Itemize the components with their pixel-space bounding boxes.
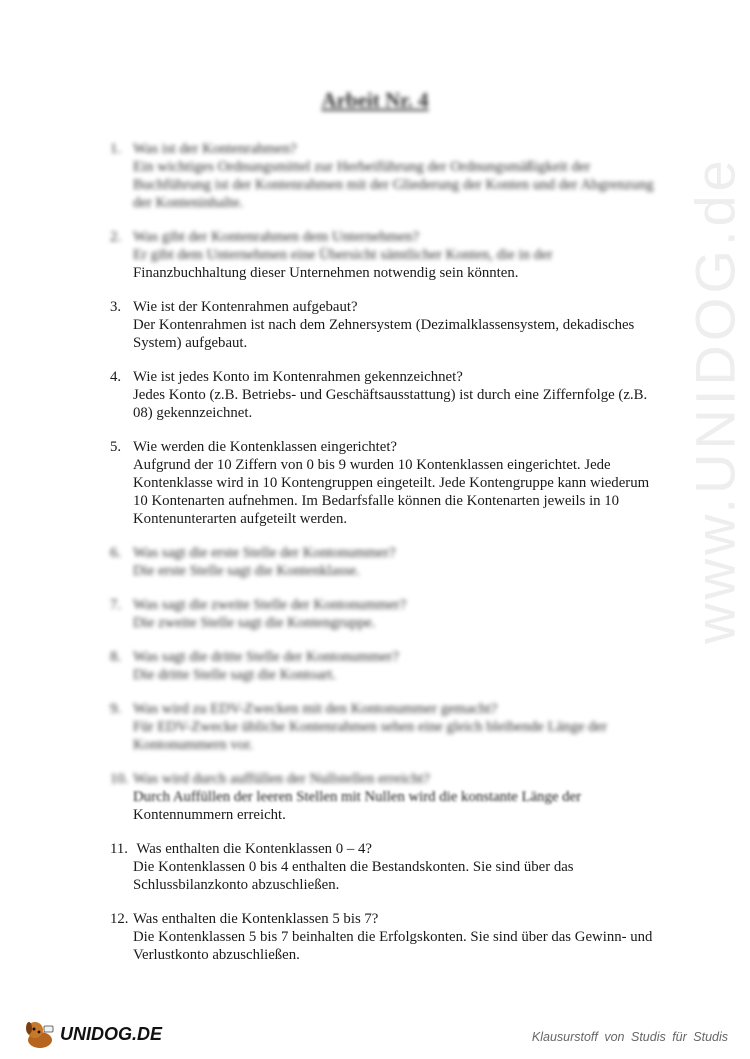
list-item	[110, 910, 655, 964]
watermark-text: www.UNIDOG.de	[683, 156, 747, 644]
answer-text: Die dritte Stelle sagt die Kontoart.	[133, 667, 336, 683]
item-number: 4.	[110, 369, 122, 385]
item-number: 3.	[110, 299, 122, 315]
item-number: 9.	[110, 701, 122, 717]
answer-text: Die Kontenklassen 0 bis 4 enthalten die Bestandskonten. Sie sind über das Schlussbilanzkonto abzuschließen.	[133, 859, 574, 893]
unidog-logo[interactable]	[22, 1018, 162, 1050]
question-text: Wie ist jedes Konto im Kontenrahmen gekennzeichnet?	[133, 369, 463, 385]
list-item	[110, 700, 655, 754]
question-text: Was gibt der Kontenrahmen dem Unternehmen?	[133, 229, 420, 245]
answer-text: Aufgrund der 10 Ziffern von 0 bis 9 wurden 10 Kontenklassen eingerichtet. Jede Kontenklasse wird in 10 Kontengruppen eingeteilt. Jede Kontengruppe kann wiederum 10 Kontenarten aufnehmen. Im Bedarfsfalle können die Kontenarten jeweils in 10 Kontenunterarten aufgeteilt werden.	[133, 457, 650, 527]
item-number: 11.	[110, 841, 128, 857]
list-item	[110, 596, 655, 632]
item-number: 2.	[110, 229, 122, 245]
question-text: Wie ist der Kontenrahmen aufgebaut?	[133, 299, 358, 315]
answer-text: Für EDV-Zwecke übliche Kontenrahmen sehen eine gleich bleibende Länge der Kontonummern vor.	[133, 719, 608, 753]
logo-text: UNIDOG.DE	[60, 1023, 163, 1044]
answer-text: Die zweite Stelle sagt die Kontengruppe.	[133, 615, 376, 631]
list-item	[110, 544, 655, 580]
answer-text: Die erste Stelle sagt die Kontenklasse.	[133, 563, 360, 579]
question-list	[110, 140, 655, 980]
item-number: 7.	[110, 597, 122, 613]
answer-text: Jedes Konto (z.B. Betriebs- und Geschäftsausstattung) ist durch eine Ziffernfolge (z.B. 08) gekennzeichnet.	[133, 387, 648, 421]
list-item	[110, 438, 655, 528]
item-number: 6.	[110, 545, 122, 561]
list-item	[110, 648, 655, 684]
item-number: 8.	[110, 649, 122, 665]
list-item	[110, 140, 655, 212]
list-item	[110, 840, 655, 894]
dog-mascot-icon	[22, 1018, 58, 1050]
answer-text-blurred: Er gibt dem Unternehmen eine Übersicht sämtlicher Konten, die in der	[133, 247, 553, 263]
answer-text: Die Kontenklassen 5 bis 7 beinhalten die Erfolgskonten. Sie sind über das Gewinn- und Verlustkonto abzuschließen.	[133, 929, 653, 963]
question-text: Was ist der Kontenrahmen?	[133, 141, 297, 157]
question-text: Was enthalten die Kontenklassen 5 bis 7?	[133, 911, 379, 927]
answer-text: Finanzbuchhaltung dieser Unternehmen notwendig sein könnten.	[133, 265, 519, 281]
footer-tagline: Klausurstoff von Studis für Studis	[531, 1030, 728, 1044]
item-number: 12.	[110, 911, 129, 927]
item-number: 5.	[110, 439, 122, 455]
question-text: Was sagt die erste Stelle der Kontonummer?	[133, 545, 396, 561]
answer-text: Kontennummern erreicht.	[133, 807, 286, 823]
answer-text: Der Kontenrahmen ist nach dem Zehnersystem (Dezimalklassensystem, dekadisches System) aufgebaut.	[133, 317, 635, 351]
list-item	[110, 298, 655, 352]
list-item	[110, 770, 655, 824]
answer-text: Ein wichtiges Ordnungsmittel zur Herbeiführung der Ordnungsmäßigkeit der Buchführung ist der Kontenrahmen mit der Gliederung der Konten und der Abgrenzung der Konteninhalte.	[133, 159, 654, 211]
question-text: Was enthalten die Kontenklassen 0 – 4?	[133, 841, 372, 857]
item-number: 1.	[110, 141, 122, 157]
question-text: Was wird zu EDV-Zwecken mit den Kontonummer gemacht?	[133, 701, 498, 717]
answer-text-blurred: Durch Auffüllen der leeren Stellen mit Nullen wird die konstante Länge der	[133, 789, 582, 805]
list-item	[110, 228, 655, 282]
item-number: 10.	[110, 771, 129, 787]
list-item	[110, 368, 655, 422]
question-text: Was sagt die zweite Stelle der Kontonummer?	[133, 597, 407, 613]
question-text: Was sagt die dritte Stelle der Kontonummer?	[133, 649, 399, 665]
question-text: Wie werden die Kontenklassen eingerichtet?	[133, 439, 397, 455]
page-title: Arbeit Nr. 4	[321, 88, 429, 112]
question-text: Was wird durch auffüllen der Nullstellen erreicht?	[133, 771, 430, 787]
